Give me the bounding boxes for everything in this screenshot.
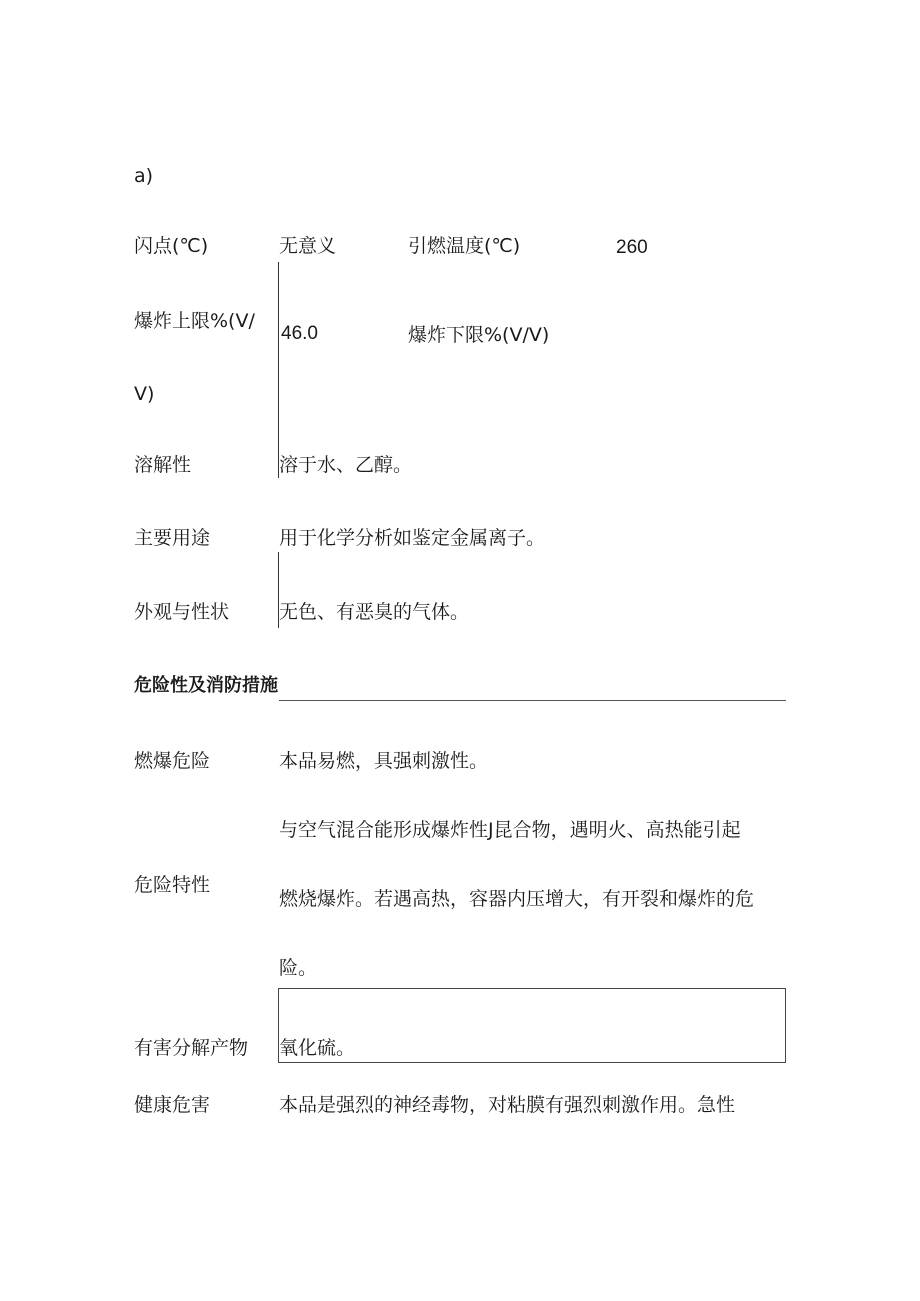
section-prefix: a) <box>134 165 154 187</box>
ignition-temp-value: 260 <box>616 237 648 258</box>
table-column-divider <box>278 262 279 478</box>
hazard-characteristics-line: 与空气混合能形成爆炸性J昆合物，遇明火、高热能引起 <box>279 819 741 841</box>
health-hazard-value: 本品是强烈的神经毒物，对粘膜有强烈刺激作用。急性 <box>279 1094 736 1116</box>
explosion-upper-value: 46.0 <box>281 323 318 344</box>
main-use-label: 主要用途 <box>134 527 211 549</box>
appearance-value: 无色、有恶臭的气体。 <box>279 601 470 623</box>
appearance-label: 外观与性状 <box>134 601 230 623</box>
solubility-label: 溶解性 <box>134 454 192 476</box>
section-divider <box>279 700 786 701</box>
fire-explosion-label: 燃爆危险 <box>134 750 211 772</box>
explosion-upper-label-line2: V) <box>134 383 155 405</box>
solubility-value: 溶于水、乙醇。 <box>279 454 413 476</box>
decomposition-label: 有害分解产物 <box>134 1037 249 1059</box>
decomposition-value: 氧化硫。 <box>279 1037 356 1059</box>
hazard-characteristics-line: 燃烧爆炸。若遇高热，容器内压增大，有开裂和爆炸的危 <box>279 888 755 910</box>
fire-explosion-value: 本品易燃，具强刺激性。 <box>279 750 489 772</box>
hazard-characteristics-label: 危险特性 <box>134 874 211 896</box>
main-use-value: 用于化学分析如鉴定金属离子。 <box>279 527 546 549</box>
flash-point-value: 无意义 <box>279 235 337 257</box>
ignition-temp-label: 引燃温度(℃) <box>408 235 521 257</box>
explosion-upper-label-line1: 爆炸上限%(V/ <box>134 310 255 332</box>
section-title: 危险性及消防措施 <box>134 675 278 696</box>
health-hazard-label: 健康危害 <box>134 1094 211 1116</box>
hazard-characteristics-line: 险。 <box>279 957 318 979</box>
flash-point-label: 闪点(℃) <box>134 235 209 257</box>
explosion-lower-label: 爆炸下限%(V/V) <box>408 324 550 346</box>
